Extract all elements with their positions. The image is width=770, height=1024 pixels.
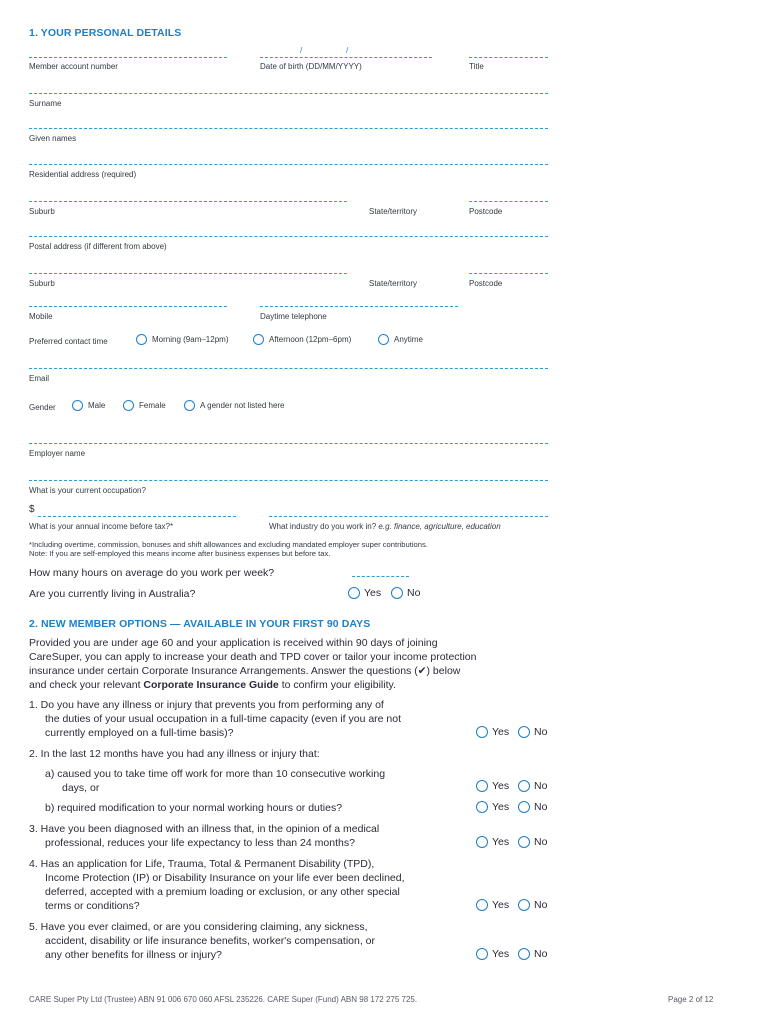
employer-field[interactable] [29,443,548,444]
postal-suburb-field[interactable] [29,273,347,274]
q5-line-1: 5. Have you ever claimed, or are you considering claiming, any sickness, [29,921,368,933]
occupation-label: What is your current occupation? [29,486,146,495]
surname-field[interactable] [29,93,548,94]
contact-time-label: Preferred contact time [29,337,108,346]
title-field[interactable] [469,57,548,58]
surname-label: Surname [29,99,62,108]
q3-no-option[interactable] [518,836,547,848]
footer-legal: CARE Super Pty Ltd (Trustee) ABN 91 006 670 060 AFSL 235226. CARE Super (Fund) ABN 98 172 275 725. [29,995,418,1004]
page-number: Page 2 of 12 [668,995,714,1004]
radio-icon[interactable] [518,801,530,813]
gender-other-label: A gender not listed here [200,401,285,410]
radio-icon[interactable] [476,726,488,738]
radio-icon[interactable] [391,587,403,599]
q4-line-3: deferred, accepted with a premium loading or exclusion, or any other special [45,886,400,898]
gender-male-label: Male [88,401,106,410]
q4-line-4: terms or conditions? [45,900,140,912]
contact-morning-label: Morning (9am–12pm) [152,335,229,344]
hours-field[interactable] [352,576,409,577]
radio-icon[interactable] [476,948,488,960]
radio-icon[interactable] [476,899,488,911]
radio-icon[interactable] [476,780,488,792]
contact-anytime-label: Anytime [394,335,423,344]
no-label: No [534,948,548,960]
dob-field[interactable] [260,57,432,58]
q1-yes-option[interactable] [476,726,509,738]
industry-field[interactable] [269,516,548,517]
yes-label: Yes [492,780,510,792]
postal-address-field[interactable] [29,236,548,237]
hours-question: How many hours on average do you work per week? [29,567,275,579]
gender-label: Gender [29,403,56,412]
state-label: State/territory [369,207,418,216]
q2b-yes-option[interactable] [476,801,509,813]
radio-icon[interactable] [123,400,134,411]
intro-line-2: CareSuper, you can apply to increase your death and TPD cover or tailor your income protection [29,651,477,663]
q2a-line-2: days, or [62,782,100,794]
residential-address-label: Residential address (required) [29,170,137,179]
radio-icon[interactable] [518,726,530,738]
gender-female-option[interactable] [123,400,166,411]
industry-examples: e.g. finance, agriculture, education [378,522,501,531]
given-names-label: Given names [29,134,77,143]
corporate-insurance-guide: Corporate Insurance Guide [143,679,279,691]
q2-line: 2. In the last 12 months have you had any illness or injury that: [29,748,320,760]
dob-separator: / [346,46,349,55]
no-label: No [534,899,548,911]
yes-label: Yes [492,801,510,813]
radio-icon[interactable] [136,334,147,345]
contact-anytime-option[interactable] [378,334,423,345]
q3-yes-option[interactable] [476,836,509,848]
radio-icon[interactable] [476,801,488,813]
q4-line-1: 4. Has an application for Life, Trauma, Total & Permanent Disability (TPD), [29,858,375,870]
postal-postcode-field[interactable] [469,273,548,274]
yes-label: Yes [492,899,510,911]
yes-label: Yes [492,836,510,848]
no-label: No [534,801,548,813]
member-account-field[interactable] [29,57,227,58]
intro-line-3: insurance under certain Corporate Insurance Arrangements. Answer the questions (✔) below [29,665,461,677]
industry-question: What industry do you work in? [269,522,377,531]
q5-no-option[interactable] [518,948,547,960]
q2b-line: b) required modification to your normal working hours or duties? [45,802,343,814]
q3-line-1: 3. Have you been diagnosed with an illness that, in the opinion of a medical [29,823,380,835]
q5-yes-option[interactable] [476,948,509,960]
email-field[interactable] [29,368,548,369]
title-label: Title [469,62,484,71]
intro-text: and check your relevant [29,679,144,691]
intro-line-1: Provided you are under age 60 and your application is received within 90 days of joining [29,637,438,649]
given-names-field[interactable] [29,128,548,129]
no-label: No [534,836,548,848]
dob-separator: / [300,46,303,55]
contact-afternoon-option[interactable] [253,334,351,345]
q5-line-3: any other benefits for illness or injury? [45,949,222,961]
radio-icon[interactable] [184,400,195,411]
daytime-telephone-field[interactable] [260,306,458,307]
radio-icon[interactable] [72,400,83,411]
gender-male-option[interactable] [72,400,105,411]
q2a-yes-option[interactable] [476,780,509,792]
postal-suburb-label: Suburb [29,279,55,288]
industry-label [269,522,501,531]
residential-address-field[interactable] [29,164,548,165]
q1-no-option[interactable] [518,726,547,738]
annual-income-label: What is your annual income before tax?* [29,522,174,531]
postcode-label: Postcode [469,207,503,216]
intro-line-4 [29,678,396,692]
postal-postcode-label: Postcode [469,279,503,288]
radio-icon[interactable] [378,334,389,345]
contact-morning-option[interactable] [136,334,228,345]
radio-icon[interactable] [348,587,360,599]
q1-line-2: the duties of your usual occupation in a full-time capacity (even if you are not [45,713,402,725]
q4-yes-option[interactable] [476,899,509,911]
mobile-field[interactable] [29,306,227,307]
dollar-sign: $ [29,504,35,515]
section-2-title: 2. NEW MEMBER OPTIONS — AVAILABLE IN YOUR FIRST 90 DAYS [29,618,371,630]
self-employed-note: Note: If you are self-employed this means income after business expenses but before tax. [29,549,331,558]
q4-line-2: Income Protection (IP) or Disability Insurance on your life ever been declined, [45,872,405,884]
annual-income-field[interactable] [38,516,236,517]
dob-label: Date of birth (DD/MM/YYYY) [260,62,362,71]
radio-icon[interactable] [518,948,530,960]
q3-line-2: professional, reduces your life expectancy to less than 24 months? [45,837,355,849]
mobile-label: Mobile [29,312,53,321]
daytime-telephone-label: Daytime telephone [260,312,327,321]
radio-icon[interactable] [476,836,488,848]
australia-yes-option[interactable] [348,587,381,599]
no-label: No [534,780,548,792]
q2a-line-1: a) caused you to take time off work for more than 10 consecutive working [45,768,386,780]
postcode-field[interactable] [469,201,548,202]
q2a-no-option[interactable] [518,780,547,792]
yes-label: Yes [492,726,510,738]
radio-icon[interactable] [518,836,530,848]
intro-text-end: to confirm your eligibility. [278,679,396,691]
section-1-title: 1. YOUR PERSONAL DETAILS [29,27,182,39]
postal-state-label: State/territory [369,279,418,288]
postal-address-label: Postal address (if different from above) [29,242,167,251]
radio-icon[interactable] [518,899,530,911]
gender-female-label: Female [139,401,166,410]
no-label: No [534,726,548,738]
suburb-field[interactable] [29,201,347,202]
yes-label: Yes [364,587,382,599]
member-account-label: Member account number [29,62,118,71]
australia-question: Are you currently living in Australia? [29,588,196,600]
suburb-label: Suburb [29,207,55,216]
contact-afternoon-label: Afternoon (12pm–6pm) [269,335,352,344]
email-label: Email [29,374,50,383]
radio-icon[interactable] [253,334,264,345]
q1-line-3: currently employed on a full-time basis)? [45,727,234,739]
employer-label: Employer name [29,449,86,458]
yes-label: Yes [492,948,510,960]
q1-line-1: 1. Do you have any illness or injury that prevents you from performing any of [29,699,384,711]
q5-line-2: accident, disability or life insurance benefits, worker's compensation, or [45,935,375,947]
q4-no-option[interactable] [518,899,547,911]
radio-icon[interactable] [518,780,530,792]
q2b-no-option[interactable] [518,801,547,813]
no-label: No [407,587,421,599]
occupation-field[interactable] [29,480,548,481]
gender-other-option[interactable] [184,400,285,411]
australia-no-option[interactable] [391,587,420,599]
income-footnote: *Including overtime, commission, bonuses and shift allowances and excluding mandated employer super contributions. [29,540,428,549]
